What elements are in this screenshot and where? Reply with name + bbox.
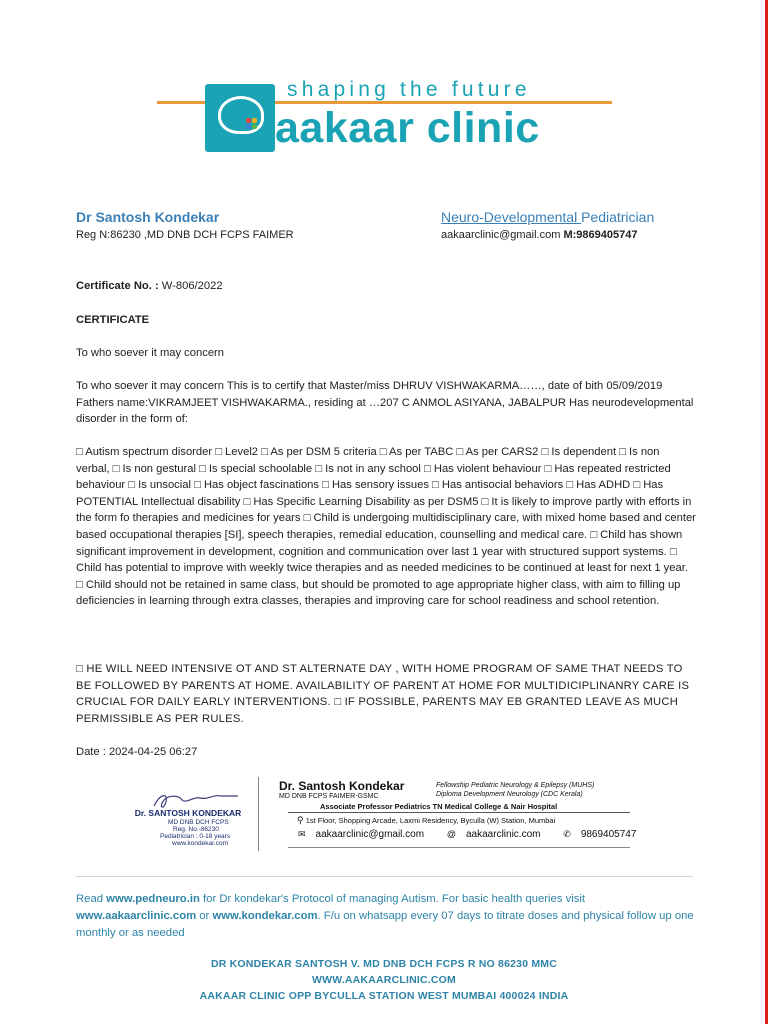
logo-dot-icon (252, 118, 257, 123)
card-address-text: 1st Floor, Shopping Arcade, Laxmi Residency, Byculla (W) Station, Mumbai (305, 816, 556, 825)
card-phone-text: 9869405747 (580, 829, 637, 840)
card-qualification: MD DNB FCPS FAIMER-GSMC (279, 793, 379, 800)
card-phone (563, 829, 646, 840)
certify-paragraph: To who soever it may concern This is to certify that Master/miss DHRUV VISHWAKARMA……, date of bith 05/09/2019 Fathers name:VIKRAMJEET VISHWAKARMA., residing at …207 C ANMOL ASIYANA, JABALPUR Has neurodevelopmental disorder in the form of: (76, 380, 694, 426)
footer-note (76, 891, 696, 941)
card-role: Associate Professor Pediatrics TN Medical College & Nair Hospital (320, 802, 558, 811)
letterhead (0, 0, 768, 170)
card-web-text: aakaarclinic.com (466, 829, 541, 840)
doctor-name: Dr Santosh Kondekar (76, 209, 220, 225)
brand-name: aakaar clinic (275, 104, 540, 152)
doctor-registration: Reg N:86230 ,MD DNB DCH FCPS FAIMER (76, 229, 294, 241)
stamp-qualification: MD DNB DCH FCPS (168, 819, 229, 826)
certificate-title: CERTIFICATE (76, 314, 150, 326)
mail-icon: ✉ (298, 829, 306, 839)
tagline: shaping the future (287, 78, 531, 101)
stamp-role: Pediatrician : 0-18 years (160, 833, 231, 840)
location-pin-icon: ⚲ (297, 815, 304, 825)
footer-read: Read (76, 893, 107, 905)
diagnosis-paragraph: □ Autism spectrum disorder □ Level2 □ As per DSM 5 criteria □ As per TABC □ As per CARS2 □ Is dependent □ Is non verbal, □ Is non gestural □ Is special schoolable □ Is not in any school □ Has violent behaviour □ Has repeated restricted behaviour □ Is unsocial □ Has object fascinations □ Has sensory issues □ Has antisocial behaviors □ Has ADHD □ Has POTENTIAL Intellectual disability □ Has Specific Learning Disability as per DSM5 □ It is likely to improve partly with efforts in the form fo therapies and medicines for years □ Child is undergoing multidisciplinary care, with mixed home based and center based occupational therapies [SI], speech therapies, remedial education, counselling and medical care. □ Child has shown significant improvement in development, cognition and communication over last 1 year with structured support systems. □ Child has potential to improve with weekly twice therapies and as needed medicines to be continued at least for next 1 year. □ Child should not be retained in same class, but should be promoted to age appropriate higher class, with aim to filling up deficiencies in learning through extra classes, therapies and improving care for school readiness and school retention. (76, 446, 696, 608)
certificate-number (76, 278, 696, 295)
logo-dot-icon (246, 124, 251, 129)
footer-website-line: WWW.AAKAARCLINIC.COM (312, 974, 456, 986)
footer-link-pedneuro[interactable]: www.pedneuro.in (106, 893, 200, 905)
stamp-name: Dr. SANTOSH KONDEKAR (134, 808, 242, 818)
stamp-reg: Reg. No.-86230 (173, 826, 219, 833)
card-bottom-rule (288, 847, 630, 848)
certificate-number-value: W-806/2022 (161, 280, 223, 292)
footer-doctor-line: DR KONDEKAR SANTOSH V. MD DNB DCH FCPS R NO 86230 MMC (210, 958, 558, 970)
card-name: Dr. Santosh Kondekar (279, 779, 405, 793)
doctor-mobile: M:9869405747 (563, 229, 638, 241)
certificate-date: Date : 2024-04-25 06:27 (76, 746, 198, 758)
doctor-email: aakaarclinic@gmail.com (441, 229, 564, 241)
doctor-stamp (118, 780, 258, 852)
card-email-text: aakaarclinic@gmail.com (315, 829, 425, 840)
doctor-contact (441, 229, 637, 241)
specialty-rest: Pediatrician (581, 209, 655, 225)
at-icon: @ (446, 829, 456, 839)
card-contact (298, 829, 656, 840)
footer-link-kondekar[interactable]: www.kondekar.com (212, 909, 318, 922)
footer-divider (76, 876, 693, 877)
recommendation-paragraph: □ HE WILL NEED INTENSIVE OT AND ST ALTERNATE DAY , WITH HOME PROGRAM OF SAME THAT NEEDS TO BE FOLLOWED BY PARENTS AT HOME. AVAILABILITY OF PARENT AT HOME FOR MULTIDICIPLINANRY CARE IS CRUCIAL FOR DAILY EARLY INTERVENTIONS. □ IF POSSIBLE, PARENTS MAY EB GRANTED LEAVE AS MUCH PERMISSIBLE AS PER RULES. (76, 663, 690, 725)
footer-address-line: AAKAAR CLINIC OPP BYCULLA STATION WEST MUMBAI 400024 INDIA (199, 990, 569, 1002)
card-fellowship-1: Fellowship Pediatric Neurology & Epilepsy (MUHS) (436, 782, 595, 789)
card-fellowships (436, 781, 594, 799)
footer-or: or (196, 909, 213, 922)
footer-text-2: . F/u on whatsapp every 07 days to titrate doses and physical follow up one monthly or as needed (76, 909, 694, 939)
logo-dot-icon (246, 118, 251, 123)
logo-dot-icon (252, 124, 257, 129)
specialty-underlined: Neuro-Developmental (441, 209, 582, 225)
card-divider (258, 777, 259, 851)
footer-link-aakaar[interactable]: www.aakaarclinic.com (76, 909, 197, 922)
whatsapp-icon: ✆ (563, 829, 571, 839)
card-address (297, 815, 555, 826)
brain-icon (218, 96, 264, 134)
footer-text-1: for Dr kondekar's Protocol of managing Autism. For basic health queries visit (199, 893, 586, 905)
card-fellowship-2: Diploma Development Neurology (CDC Kerala) (436, 791, 583, 798)
card-web (447, 829, 551, 840)
doctor-specialty (441, 209, 654, 225)
card-email (298, 829, 434, 840)
certificate-number-label: Certificate No. : (76, 280, 162, 292)
stamp-site: www.kondekar.com (172, 840, 228, 847)
salutation: To who soever it may concern (76, 347, 224, 359)
card-rule (288, 812, 630, 813)
